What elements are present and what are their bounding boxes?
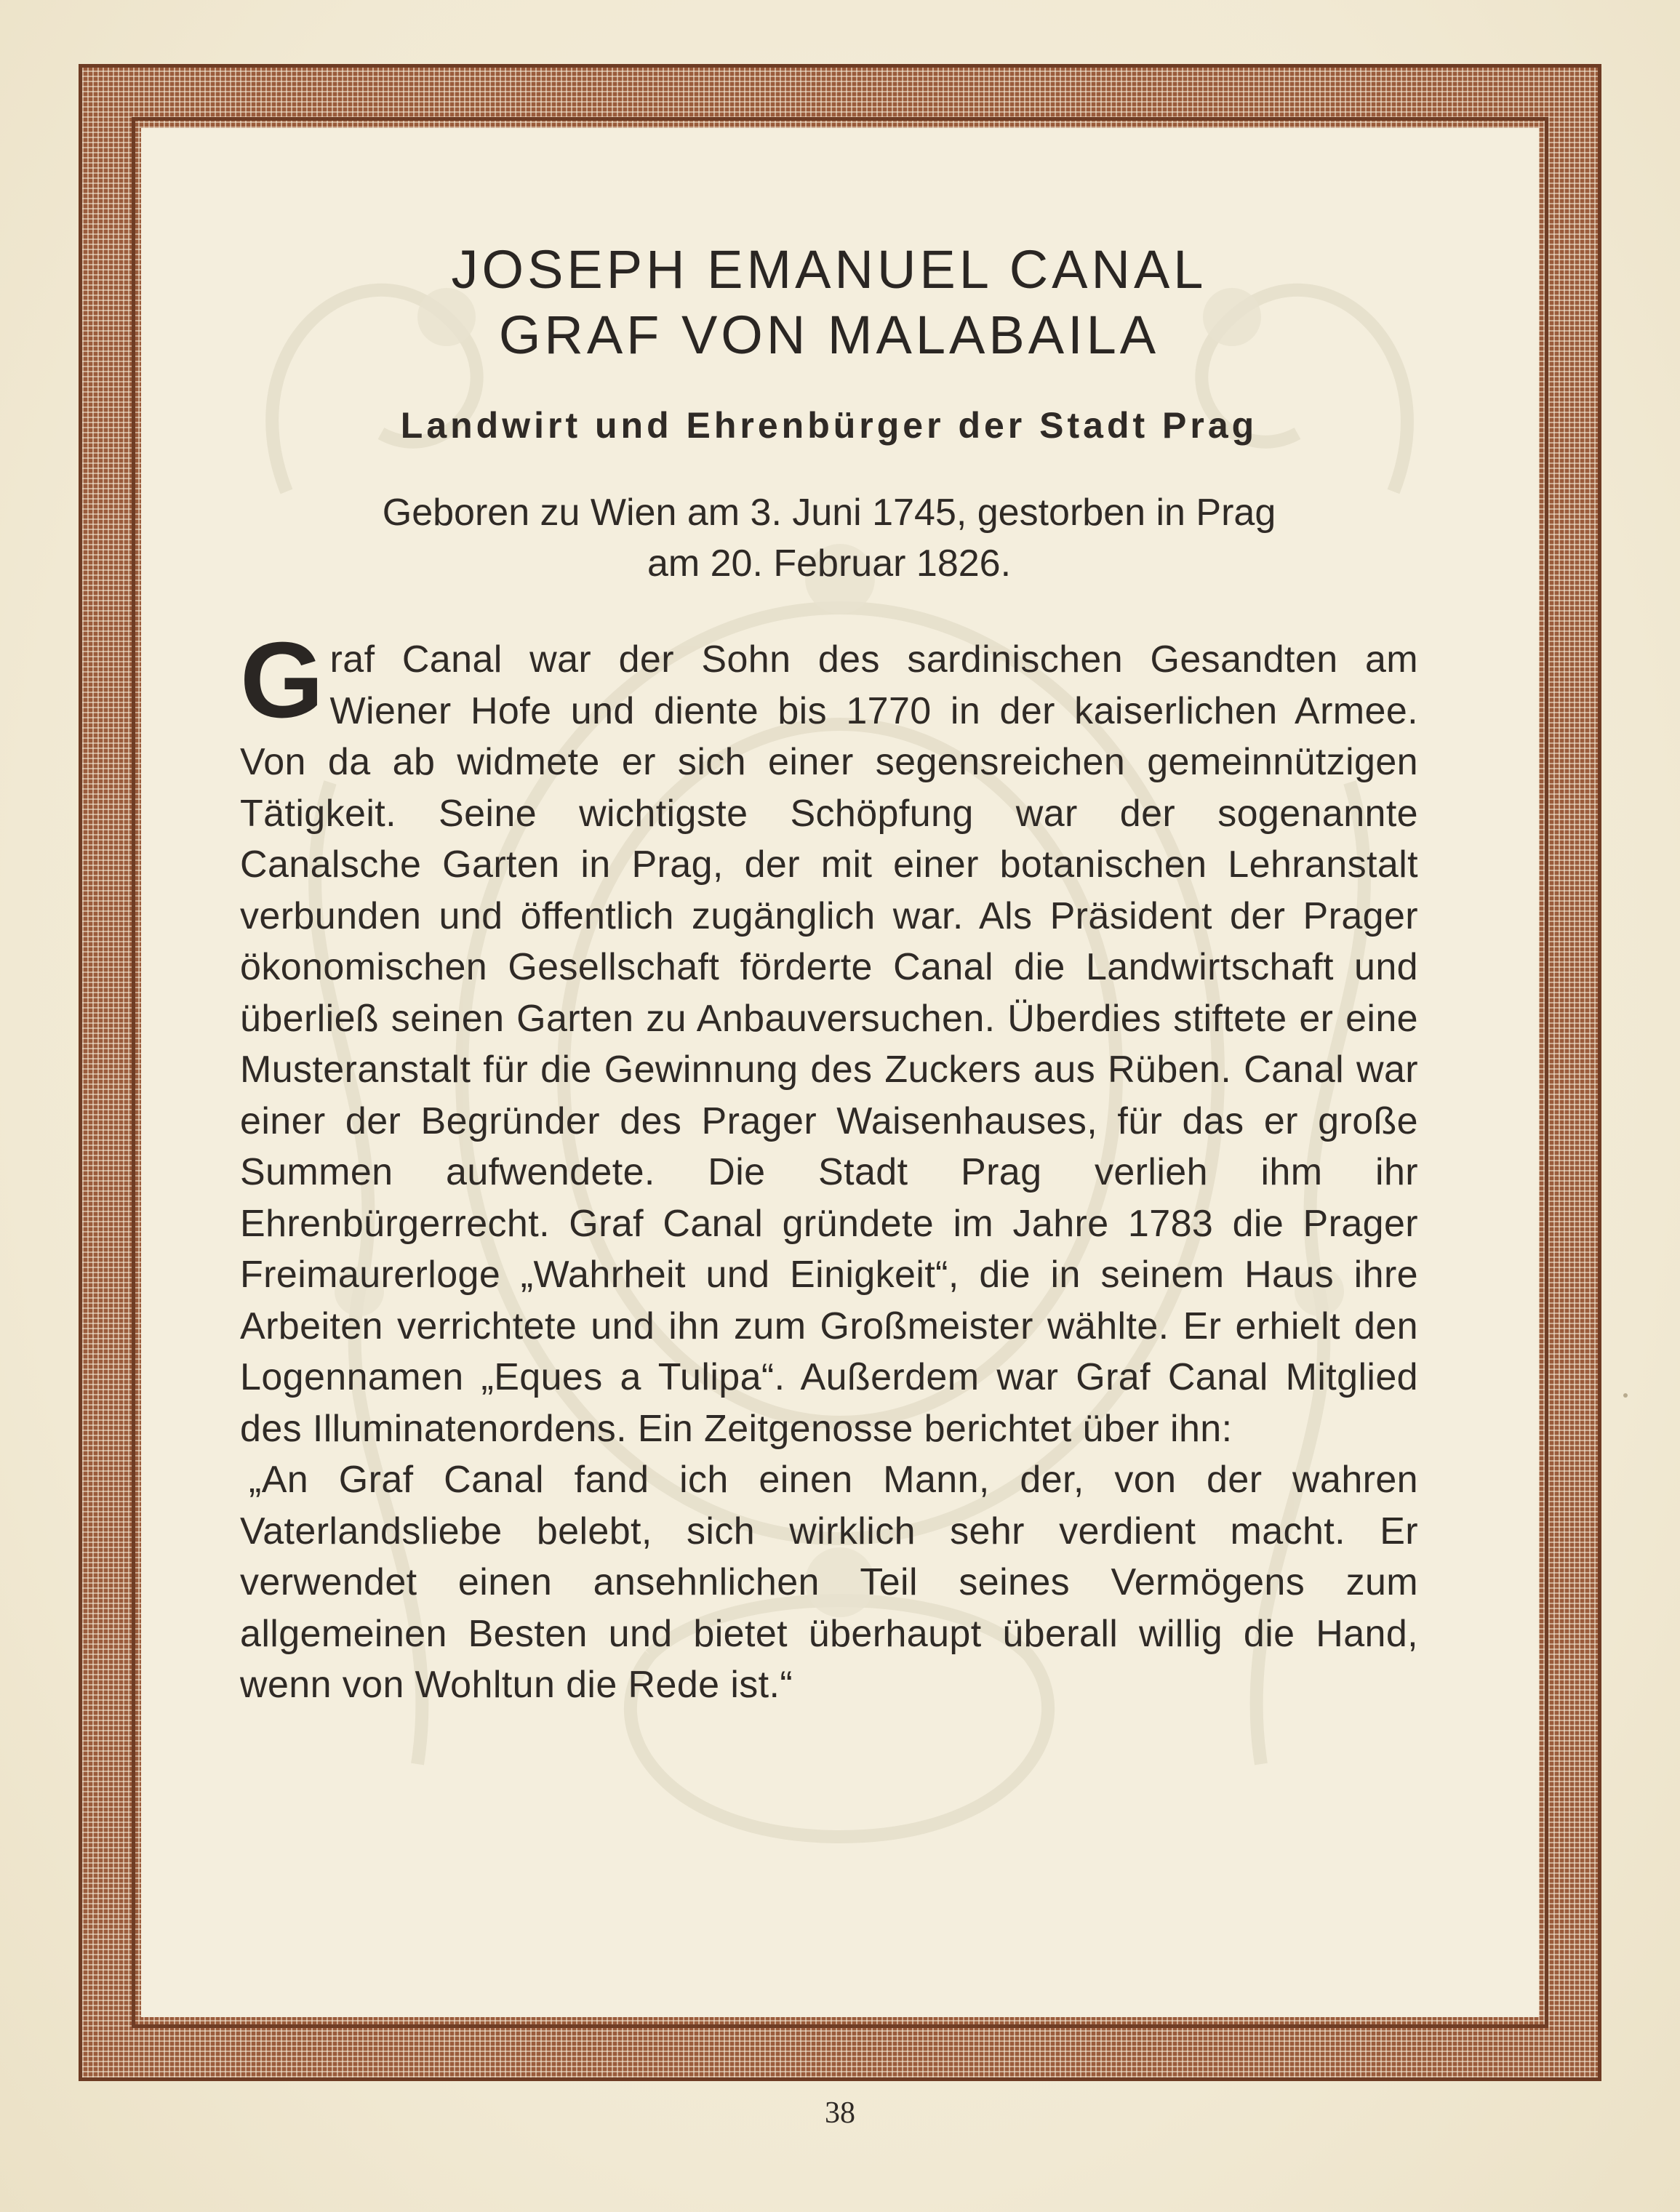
article [240,237,1418,1711]
drop-cap: G [240,620,324,740]
paper-speck [1623,1393,1628,1398]
text-panel [141,128,1539,2017]
life-dates-line-2: am 20. Februar 1826. [647,542,1012,585]
subtitle: Landwirt und Ehrenbürger der Stadt Prag [400,405,1258,446]
body-text: raf Canal war der Sohn des sardinischen Gesandten am Wiener Hofe und diente bis 1770 in der kaiserlichen Armee. Von da ab widmete er sich einer segensreichen gemeinnützigen Tätigkeit. Seine wichtigste Schöpfung war der sogenannte Canalsche Garten in Prag, der mit einer botanischen Lehranstalt verbunden und öffentlich zugänglich war. Als Präsident der Prager ökonomischen Gesellschaft förderte Canal die Landwirtschaft und überließ seinen Garten zu Anbauversuchen. Überdies stiftete er eine Musteranstalt für die Gewinnung des Zuckers aus Rüben. Canal war einer der Begründer des Prager Waisenhauses, für das er große Summen aufwendete. Die Stadt Prag verlieh ihm ihr Ehrenbürgerrecht. Graf Canal gründete im Jahre 1783 die Prager Freimaurerloge „Wahrheit und Einigkeit“, die in seinem Haus ihre Arbeiten verrichtete und ihn zum Großmeister wählte. Er erhielt den Logennamen „Eques a Tulipa“. Außerdem war Graf Canal Mitglied des Illuminatenordens. Ein Zeitgenosse berichtet über ihn: [240,638,1418,1450]
contemporary-quote: „An Graf Canal fand ich einen Mann, der, von der wahren Vaterlandsliebe belebt, sich wirklich sehr verdient macht. Er verwendet einen ansehnlichen Teil seines Vermögens zum allgemeinen Besten und bietet überhaupt überall willig die Hand, wenn von Wohltun die Rede ist.“ [240,1459,1418,1706]
title-line-2: GRAF VON MALABAILA [498,305,1160,365]
life-dates [240,487,1418,589]
page-number: 38 [825,2096,855,2130]
title-line-1: JOSEPH EMANUEL CANAL [451,239,1207,300]
life-dates-line-1: Geboren zu Wien am 3. Juni 1745, gestorben in Prag [382,492,1276,534]
body-paragraph [240,620,1418,1454]
